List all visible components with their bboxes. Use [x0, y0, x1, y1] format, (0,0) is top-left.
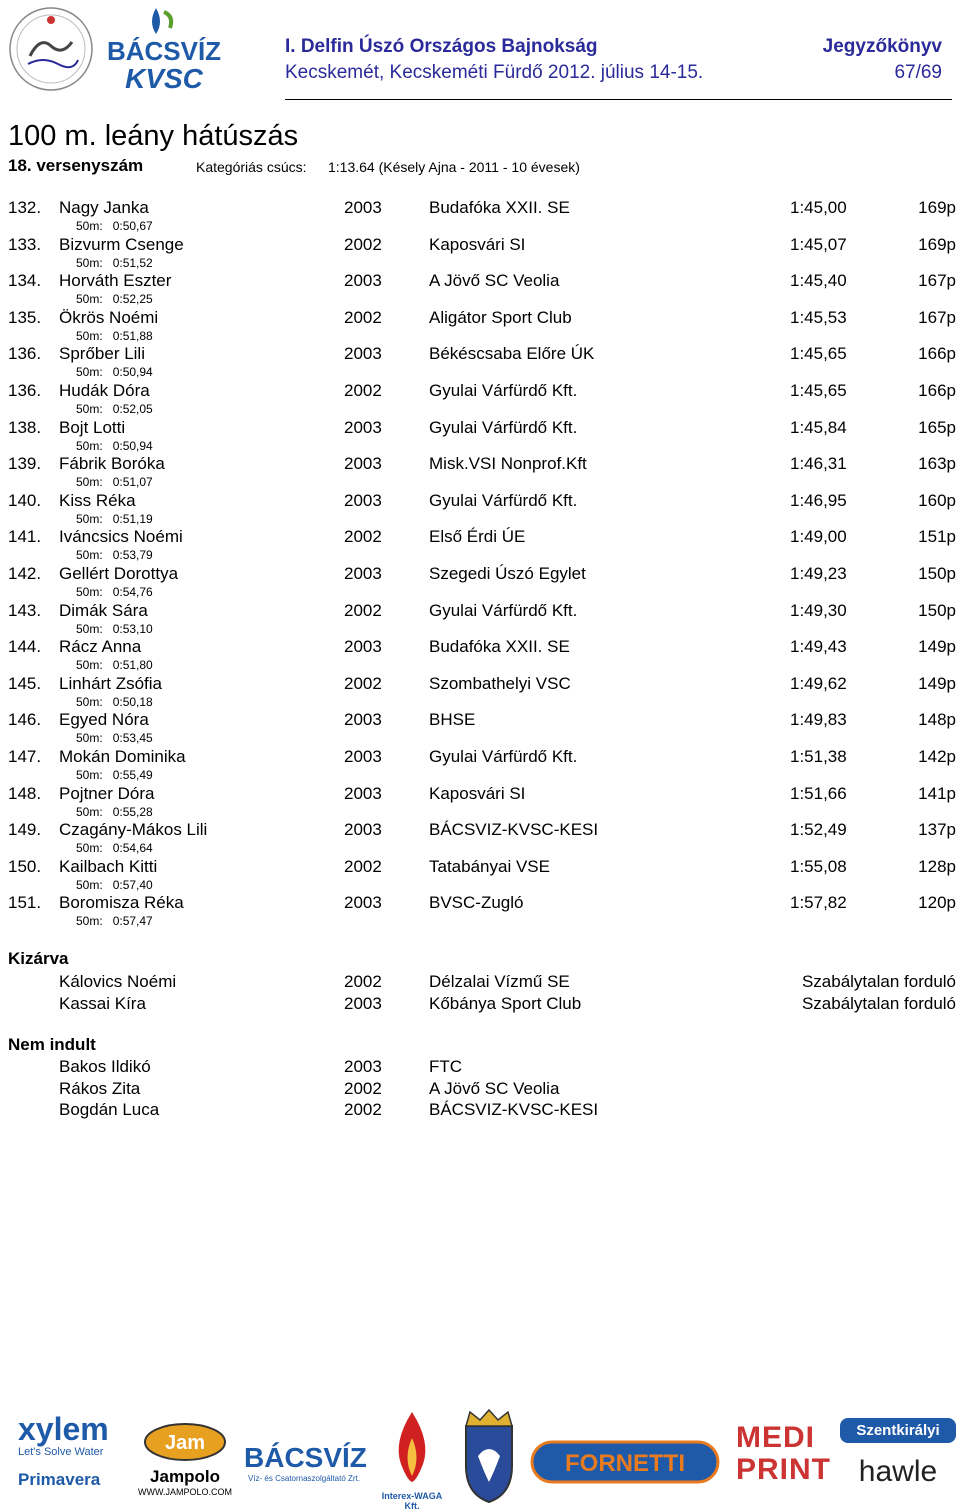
competition-venue-date: Kecskemét, Kecskeméti Fürdő 2012. július 14-15.	[285, 62, 704, 83]
split-label: 50m:	[76, 621, 103, 636]
result-row	[0, 235, 960, 272]
split-value: 0:50,94	[112, 438, 153, 453]
result-club: Tatabányai VSE	[429, 856, 550, 876]
result-points: 167p	[918, 271, 956, 291]
record-label: Kategóriás csúcs:	[196, 159, 307, 175]
split-label: 50m:	[76, 365, 103, 380]
result-time: 1:45,00	[790, 198, 847, 217]
split-label: 50m:	[76, 328, 103, 343]
event-title: 100 m. leány hátúszás	[8, 120, 299, 152]
result-club: BÁCSVIZ-KVSC-KESI	[429, 820, 599, 840]
split-value: 0:54,76	[112, 584, 153, 599]
result-year: 2003	[344, 820, 382, 840]
result-points: 151p	[918, 527, 956, 547]
split-time	[76, 658, 153, 672]
split-label: 50m:	[76, 292, 103, 307]
jampolo-ball-icon	[141, 1422, 229, 1462]
split-time	[76, 548, 153, 562]
split-value: 0:55,49	[112, 767, 153, 782]
result-year: 2003	[344, 198, 382, 217]
result-rank: 143.	[8, 600, 42, 620]
result-points: 128p	[918, 856, 956, 876]
result-year: 2002	[344, 234, 382, 254]
split-label: 50m:	[76, 877, 103, 892]
split-value: 0:53,10	[112, 621, 153, 636]
result-club: Misk.VSI Nonprof.Kft	[429, 454, 587, 474]
split-value: 0:57,40	[112, 877, 153, 892]
interex-logo-text: Interex-WAGA Kft.	[381, 1491, 443, 1511]
split-label: 50m:	[76, 255, 103, 270]
jampolo-url: WWW.JAMPOLO.COM	[138, 1487, 232, 1497]
result-club: Gyulai Várfürdő Kft.	[429, 417, 578, 437]
did-not-start-heading: Nem indult	[8, 1035, 96, 1054]
result-year: 2003	[344, 710, 382, 730]
result-time: 1:49,62	[790, 673, 847, 693]
split-value: 0:50,94	[112, 365, 153, 380]
result-rank: 144.	[8, 637, 42, 657]
dns-year: 2002	[344, 1078, 382, 1098]
split-label: 50m:	[76, 694, 103, 709]
result-time: 1:49,43	[790, 637, 847, 657]
disqualified-name: Kassai Kíra	[59, 993, 146, 1013]
city-coat-of-arms	[460, 1406, 518, 1506]
result-year: 2003	[344, 417, 382, 437]
split-label: 50m:	[76, 438, 103, 453]
result-row	[0, 564, 960, 601]
jampolo-logo	[135, 1422, 235, 1508]
result-rank: 134.	[8, 271, 42, 291]
disqualified-heading: Kizárva	[8, 949, 69, 968]
fornetti-logo	[530, 1438, 720, 1486]
dns-year: 2003	[344, 1057, 382, 1076]
result-time: 1:57,82	[790, 893, 847, 913]
result-row	[0, 674, 960, 711]
dns-name: Bogdán Luca	[59, 1100, 160, 1120]
bacsviz-kvsc-logo-icon	[104, 4, 224, 92]
result-name: Linhárt Zsófia	[59, 673, 162, 693]
disqualified-year: 2003	[344, 993, 382, 1013]
split-label: 50m:	[76, 767, 103, 782]
result-time: 1:45,40	[790, 271, 847, 291]
result-points: 141p	[918, 783, 956, 803]
result-name: Boromisza Réka	[59, 893, 184, 913]
result-time: 1:45,84	[790, 417, 847, 437]
mediprint-logo-text: MEDI PRINT	[736, 1421, 831, 1486]
xylem-primavera-logo	[18, 1412, 128, 1508]
split-time	[76, 475, 153, 489]
split-value: 0:51,19	[112, 511, 153, 526]
results-list	[0, 198, 960, 930]
result-points: 150p	[918, 563, 956, 583]
record-value: 1:13.64 (Késely Ajna - 2011 - 10 évesek)	[328, 159, 580, 175]
split-value: 0:51,07	[112, 475, 153, 490]
result-name: Nagy Janka	[59, 198, 149, 217]
split-time	[76, 695, 153, 709]
split-time	[76, 329, 153, 343]
coat-of-arms-icon	[460, 1406, 518, 1506]
result-year: 2002	[344, 307, 382, 327]
result-row	[0, 271, 960, 308]
result-club: Szegedi Úszó Egylet	[429, 563, 586, 583]
result-rank: 151.	[8, 893, 42, 913]
result-club: Szombathelyi VSC	[429, 673, 571, 693]
result-name: Kailbach Kitti	[59, 856, 158, 876]
result-club: Gyulai Várfürdő Kft.	[429, 490, 578, 510]
split-label: 50m:	[76, 731, 103, 746]
result-rank: 150.	[8, 856, 42, 876]
result-name: Sprőber Lili	[59, 344, 145, 364]
mediprint-logo	[736, 1421, 831, 1502]
result-row	[0, 527, 960, 564]
result-time: 1:51,66	[790, 783, 847, 803]
result-year: 2003	[344, 490, 382, 510]
result-club: Kaposvári SI	[429, 783, 526, 803]
result-rank: 136.	[8, 344, 42, 364]
result-year: 2003	[344, 637, 382, 657]
split-label: 50m:	[76, 219, 103, 233]
bacsviz-sponsor-logo	[244, 1442, 367, 1508]
result-points: 166p	[918, 380, 956, 400]
split-time	[76, 805, 153, 819]
result-row	[0, 491, 960, 528]
result-time: 1:45,53	[790, 307, 847, 327]
result-name: Egyed Nóra	[59, 710, 149, 730]
result-points: 149p	[918, 637, 956, 657]
result-rank: 148.	[8, 783, 42, 803]
result-name: Pojtner Dóra	[59, 783, 155, 803]
result-year: 2002	[344, 380, 382, 400]
xylem-logo-text: xylem	[18, 1411, 109, 1447]
result-name: Rácz Anna	[59, 637, 142, 657]
result-year: 2002	[344, 600, 382, 620]
result-club: BVSC-Zugló	[429, 893, 524, 913]
result-name: Bizvurm Csenge	[59, 234, 184, 254]
szentkiralyi-logo-text: Szentkirályi	[840, 1418, 956, 1443]
split-value: 0:52,05	[112, 401, 153, 416]
result-time: 1:46,95	[790, 490, 847, 510]
result-club: A Jövő SC Veolia	[429, 271, 560, 291]
split-value: 0:52,25	[112, 292, 153, 307]
result-name: Czagány-Mákos Lili	[59, 820, 208, 840]
result-time: 1:49,23	[790, 563, 847, 583]
split-time	[76, 878, 153, 892]
result-rank: 146.	[8, 710, 42, 730]
flame-icon	[387, 1408, 437, 1486]
result-rank: 149.	[8, 820, 42, 840]
result-rank: 135.	[8, 307, 42, 327]
result-row	[0, 344, 960, 381]
fornetti-logo-text: FORNETTI	[565, 1450, 685, 1477]
split-label: 50m:	[76, 548, 103, 563]
result-name: Ökrös Noémi	[59, 307, 159, 327]
result-rank: 133.	[8, 234, 42, 254]
result-rank: 142.	[8, 563, 42, 583]
split-time	[76, 585, 153, 599]
result-points: 137p	[918, 820, 956, 840]
split-value: 0:55,28	[112, 804, 153, 819]
disqualified-row	[0, 994, 960, 1016]
result-club: Gyulai Várfürdő Kft.	[429, 380, 578, 400]
dns-year: 2002	[344, 1100, 382, 1120]
split-time	[76, 292, 153, 306]
result-club: Első Érdi ÚE	[429, 527, 526, 547]
event-number: 18. versenyszám	[8, 156, 144, 175]
result-club: Budafóka XXII. SE	[429, 637, 570, 657]
split-time	[76, 841, 153, 855]
split-time	[76, 731, 153, 745]
dns-club: A Jövő SC Veolia	[429, 1078, 560, 1098]
jampolo-logo-text: Jampolo	[150, 1467, 220, 1486]
split-time	[76, 512, 153, 526]
page-header	[0, 0, 960, 100]
result-points: 167p	[918, 307, 956, 327]
result-row	[0, 381, 960, 418]
split-time	[76, 256, 153, 270]
result-time: 1:55,08	[790, 856, 847, 876]
disqualified-year: 2002	[344, 972, 382, 991]
result-name: Horváth Eszter	[59, 271, 172, 291]
result-year: 2003	[344, 454, 382, 474]
result-club: Gyulai Várfürdő Kft.	[429, 746, 578, 766]
hawle-logo-text: hawle	[858, 1455, 938, 1488]
result-year: 2003	[344, 893, 382, 913]
result-rank: 145.	[8, 673, 42, 693]
result-time: 1:45,65	[790, 344, 847, 364]
result-club: Aligátor Sport Club	[429, 307, 572, 327]
dns-club: FTC	[429, 1057, 463, 1076]
result-row	[0, 820, 960, 857]
result-points: 169p	[918, 234, 956, 254]
split-time	[76, 622, 153, 636]
disqualified-reason: Szabálytalan forduló	[801, 972, 956, 991]
result-year: 2003	[344, 563, 382, 583]
split-time	[76, 914, 153, 928]
result-row	[0, 893, 960, 930]
result-year: 2003	[344, 344, 382, 364]
split-value: 0:53,45	[112, 731, 153, 746]
bacsviz-logo-text: BÁCSVÍZ	[244, 1442, 367, 1473]
result-name: Hudák Dóra	[59, 380, 150, 400]
result-year: 2002	[344, 856, 382, 876]
fornetti-badge-icon	[530, 1438, 720, 1486]
result-rank: 132.	[8, 198, 42, 217]
svg-text:BÁCSVÍZ: BÁCSVÍZ	[106, 36, 222, 66]
result-points: 163p	[918, 454, 956, 474]
split-label: 50m:	[76, 475, 103, 490]
result-points: 150p	[918, 600, 956, 620]
split-label: 50m:	[76, 658, 103, 673]
split-value: 0:51,52	[112, 255, 153, 270]
split-label: 50m:	[76, 401, 103, 416]
result-row	[0, 308, 960, 345]
result-points: 120p	[918, 893, 956, 913]
header-divider	[285, 99, 952, 100]
split-label: 50m:	[76, 804, 103, 819]
result-points: 149p	[918, 673, 956, 693]
result-club: Budafóka XXII. SE	[429, 198, 570, 217]
result-row	[0, 418, 960, 455]
result-time: 1:45,07	[790, 234, 847, 254]
result-rank: 140.	[8, 490, 42, 510]
split-label: 50m:	[76, 914, 103, 929]
result-points: 166p	[918, 344, 956, 364]
xylem-tagline: Let's Solve Water	[18, 1446, 104, 1458]
split-time	[76, 402, 153, 416]
svg-text:KVSC: KVSC	[125, 63, 203, 92]
split-value: 0:57,47	[112, 914, 153, 929]
result-name: Bojt Lotti	[59, 417, 126, 437]
disqualified-reason: Szabálytalan forduló	[801, 993, 956, 1013]
result-name: Iváncsics Noémi	[59, 527, 183, 547]
dns-name: Bakos Ildikó	[59, 1057, 151, 1076]
sponsor-strip	[0, 1400, 960, 1512]
dns-row	[0, 1079, 960, 1101]
federation-logo-icon	[8, 6, 94, 92]
result-year: 2003	[344, 746, 382, 766]
competition-title: I. Delfin Úszó Országos Bajnokság	[285, 36, 598, 57]
bacsviz-tagline: Víz- és Csatornaszolgáltató Zrt.	[247, 1474, 361, 1483]
result-rank: 147.	[8, 746, 42, 766]
result-rank: 139.	[8, 454, 42, 474]
split-value: 0:53,79	[112, 548, 153, 563]
split-value: 0:50,67	[112, 219, 153, 233]
split-label: 50m:	[76, 841, 103, 856]
dns-club: BÁCSVIZ-KVSC-KESI	[429, 1100, 599, 1120]
svg-text:Jam: Jam	[164, 1432, 206, 1454]
result-row	[0, 637, 960, 674]
result-row	[0, 601, 960, 638]
result-name: Mokán Dominika	[59, 746, 186, 766]
result-year: 2002	[344, 673, 382, 693]
dns-row	[0, 1100, 960, 1122]
result-time: 1:46,31	[790, 454, 847, 474]
result-rank: 141.	[8, 527, 42, 547]
result-name: Kiss Réka	[59, 490, 136, 510]
result-points: 148p	[918, 710, 956, 730]
result-row	[0, 710, 960, 747]
result-club: Kaposvári SI	[429, 234, 526, 254]
result-row	[0, 784, 960, 821]
result-row	[0, 454, 960, 491]
result-time: 1:51,38	[790, 746, 847, 766]
disqualified-club: Délzalai Vízmű SE	[429, 972, 570, 991]
result-name: Fábrik Boróka	[59, 454, 165, 474]
result-rank: 138.	[8, 417, 42, 437]
result-time: 1:49,00	[790, 527, 847, 547]
szentkiralyi-hawle-logos	[840, 1418, 956, 1508]
page-number: 67/69	[894, 62, 942, 83]
split-label: 50m:	[76, 511, 103, 526]
primavera-logo-text: Primavera	[18, 1470, 101, 1489]
disqualified-row	[0, 972, 960, 994]
result-year: 2003	[344, 783, 382, 803]
result-time: 1:45,65	[790, 380, 847, 400]
result-row	[0, 198, 960, 235]
dns-row	[0, 1057, 960, 1079]
result-year: 2003	[344, 271, 382, 291]
result-row	[0, 747, 960, 784]
result-club: Gyulai Várfürdő Kft.	[429, 600, 578, 620]
document-type: Jegyzőkönyv	[822, 36, 942, 57]
result-time: 1:49,83	[790, 710, 847, 730]
split-time	[76, 365, 153, 379]
result-rank: 136.	[8, 380, 42, 400]
result-club: Békéscsaba Előre ÚK	[429, 344, 595, 364]
interex-waga-logo	[378, 1408, 446, 1511]
result-time: 1:52,49	[790, 820, 847, 840]
result-points: 169p	[918, 198, 956, 217]
split-value: 0:51,88	[112, 328, 153, 343]
result-year: 2002	[344, 527, 382, 547]
result-points: 142p	[918, 746, 956, 766]
split-time	[76, 439, 153, 453]
result-points: 165p	[918, 417, 956, 437]
result-time: 1:49,30	[790, 600, 847, 620]
split-label: 50m:	[76, 584, 103, 599]
result-points: 160p	[918, 490, 956, 510]
split-value: 0:50,18	[112, 694, 153, 709]
disqualified-club: Kőbánya Sport Club	[429, 993, 582, 1013]
dns-name: Rákos Zita	[59, 1078, 141, 1098]
split-value: 0:54,64	[112, 841, 153, 856]
result-name: Gellért Dorottya	[59, 563, 179, 583]
result-row	[0, 857, 960, 894]
result-club: BHSE	[429, 710, 476, 730]
disqualified-name: Kálovics Noémi	[59, 972, 177, 991]
result-name: Dimák Sára	[59, 600, 148, 620]
split-time	[76, 768, 153, 782]
split-value: 0:51,80	[112, 658, 153, 673]
split-time	[76, 219, 153, 233]
